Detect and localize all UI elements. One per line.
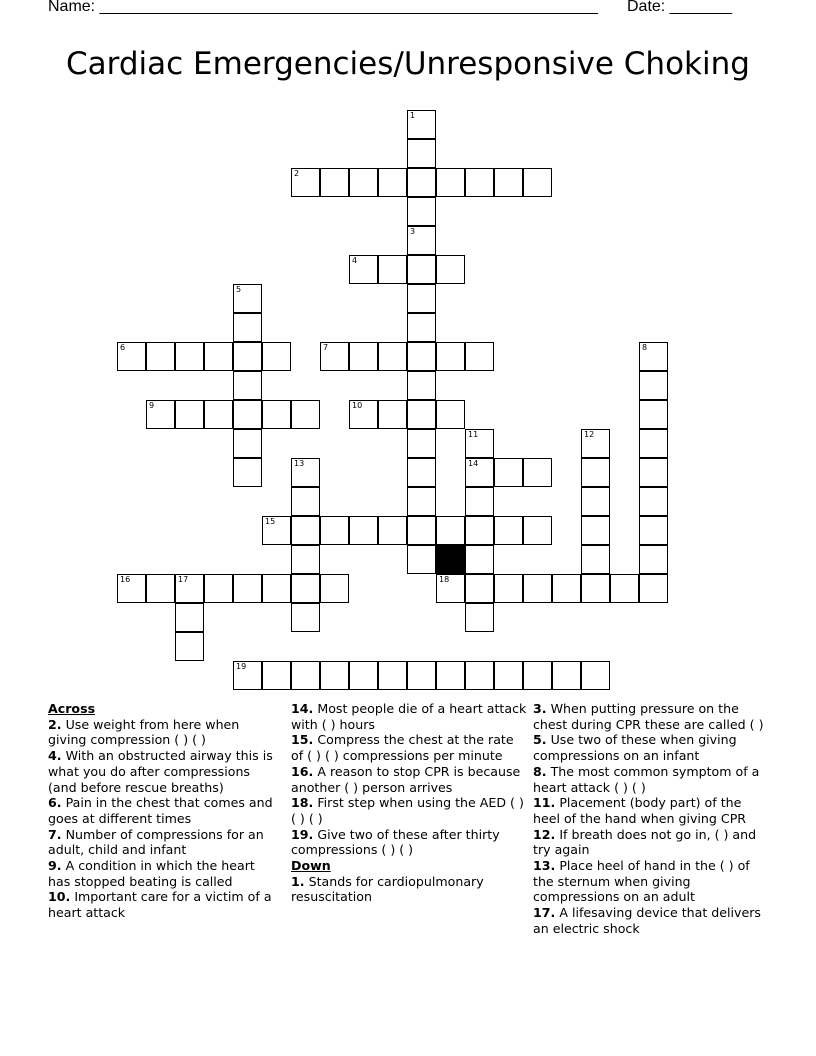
grid-cell[interactable] bbox=[639, 400, 668, 429]
grid-cell[interactable] bbox=[639, 458, 668, 487]
clue-number: 1. bbox=[291, 873, 305, 889]
clue-text: The most common symptom of a heart attack ( ) ( ) bbox=[533, 763, 760, 795]
clue-number-label: 10 bbox=[352, 401, 363, 410]
grid-cell[interactable] bbox=[320, 574, 349, 603]
clues-column-3 bbox=[533, 701, 765, 937]
clue-number: 8. bbox=[533, 763, 547, 779]
grid-cell[interactable] bbox=[233, 342, 262, 371]
grid-cell[interactable] bbox=[494, 661, 523, 690]
across-clue-list-1 bbox=[48, 717, 280, 921]
grid-cell[interactable] bbox=[465, 545, 494, 574]
clue-number-label: 14 bbox=[468, 459, 479, 468]
clue-number-label: 13 bbox=[294, 459, 305, 468]
clue-text: Most people die of a heart attack with ( ) hours bbox=[291, 701, 527, 732]
grid-cell[interactable] bbox=[233, 429, 262, 458]
clue-text: Stands for cardiopulmonary resuscitation bbox=[291, 873, 484, 905]
clue-number: 16. bbox=[291, 763, 314, 779]
grid-cell[interactable] bbox=[639, 574, 668, 603]
grid-cell[interactable] bbox=[407, 139, 436, 168]
clue-text: Number of compressions for an adult, child and infant bbox=[48, 826, 264, 858]
clue-number: 7. bbox=[48, 826, 62, 842]
grid-cell[interactable] bbox=[146, 574, 175, 603]
clue-text: When putting pressure on the chest during CPR these are called ( ) bbox=[533, 701, 764, 732]
name-field-label: Name: ________________________________________________________ bbox=[48, 0, 598, 15]
clue-item bbox=[48, 889, 280, 920]
grid-cell[interactable] bbox=[378, 255, 407, 284]
grid-cell[interactable] bbox=[320, 661, 349, 690]
grid-cell[interactable] bbox=[233, 371, 262, 400]
grid-cell[interactable] bbox=[291, 603, 320, 632]
clue-item bbox=[48, 795, 280, 826]
grid-cell[interactable] bbox=[233, 458, 262, 487]
grid-cell[interactable] bbox=[407, 429, 436, 458]
grid-cell[interactable] bbox=[175, 632, 204, 661]
grid-cell[interactable] bbox=[349, 168, 378, 197]
grid-cell[interactable] bbox=[407, 255, 436, 284]
clue-text: Give two of these after thirty compressions ( ) ( ) bbox=[291, 826, 500, 858]
clue-item bbox=[48, 717, 280, 748]
clue-item bbox=[533, 905, 765, 936]
grid-cell[interactable] bbox=[436, 400, 465, 429]
clue-text: Place heel of hand in the ( ) of the sternum when giving compressions on an adult bbox=[533, 858, 750, 905]
grid-cell[interactable] bbox=[523, 661, 552, 690]
clue-number: 5. bbox=[533, 732, 547, 748]
clue-item bbox=[291, 795, 527, 826]
grid-cell[interactable] bbox=[407, 545, 436, 574]
clue-text: Use two of these when giving compressions on an infant bbox=[533, 732, 737, 764]
clue-number: 17. bbox=[533, 905, 556, 921]
clue-number-label: 12 bbox=[584, 430, 595, 439]
across-heading: Across bbox=[48, 701, 96, 716]
clue-item bbox=[533, 858, 765, 905]
grid-cell[interactable] bbox=[233, 400, 262, 429]
grid-cell[interactable] bbox=[204, 342, 233, 371]
clue-number-label: 3 bbox=[410, 227, 416, 236]
clue-item bbox=[533, 701, 765, 732]
grid-cell[interactable] bbox=[320, 168, 349, 197]
grid-cell[interactable] bbox=[494, 168, 523, 197]
grid-cell[interactable] bbox=[581, 458, 610, 487]
grid-cell[interactable] bbox=[407, 342, 436, 371]
grid-cell[interactable] bbox=[407, 487, 436, 516]
grid-cell[interactable] bbox=[523, 168, 552, 197]
grid-cell[interactable] bbox=[581, 661, 610, 690]
grid-cell[interactable] bbox=[494, 574, 523, 603]
clue-item bbox=[48, 827, 280, 858]
grid-cell[interactable] bbox=[465, 516, 494, 545]
down-clue-list-1 bbox=[291, 874, 527, 905]
grid-cell[interactable] bbox=[291, 545, 320, 574]
grid-cell[interactable] bbox=[436, 342, 465, 371]
clue-item bbox=[48, 748, 280, 795]
clue-item bbox=[533, 795, 765, 826]
grid-cell[interactable] bbox=[291, 487, 320, 516]
down-clue-list-2 bbox=[533, 701, 765, 937]
grid-cell[interactable] bbox=[291, 661, 320, 690]
grid-cell[interactable] bbox=[233, 313, 262, 342]
clue-item bbox=[291, 732, 527, 763]
grid-cell[interactable] bbox=[378, 661, 407, 690]
clue-number-label: 11 bbox=[468, 430, 479, 439]
clue-number-label: 2 bbox=[294, 169, 300, 178]
grid-cell[interactable] bbox=[581, 574, 610, 603]
clue-number-label: 9 bbox=[149, 401, 155, 410]
grid-cell[interactable] bbox=[523, 516, 552, 545]
grid-cell[interactable] bbox=[523, 458, 552, 487]
clue-text: A reason to stop CPR is because another ( ) person arrives bbox=[291, 763, 521, 795]
clue-item bbox=[533, 732, 765, 763]
grid-cell[interactable] bbox=[175, 603, 204, 632]
grid-cell[interactable] bbox=[204, 400, 233, 429]
clue-number: 2. bbox=[48, 716, 62, 732]
grid-cell[interactable] bbox=[436, 516, 465, 545]
clue-number-label: 5 bbox=[236, 285, 242, 294]
grid-cell[interactable] bbox=[407, 197, 436, 226]
grid-cell[interactable] bbox=[407, 516, 436, 545]
grid-cell[interactable] bbox=[407, 313, 436, 342]
clue-text: Placement (body part) of the heel of the hand when giving CPR bbox=[533, 795, 747, 826]
grid-cell[interactable] bbox=[378, 400, 407, 429]
clue-text: Pain in the chest that comes and goes at different times bbox=[48, 795, 273, 826]
grid-cell[interactable] bbox=[233, 574, 262, 603]
clue-number: 18. bbox=[291, 795, 314, 811]
clue-number: 19. bbox=[291, 826, 314, 842]
clue-number: 11. bbox=[533, 795, 556, 811]
clue-number: 10. bbox=[48, 889, 71, 905]
grid-cell[interactable] bbox=[407, 400, 436, 429]
grid-cell[interactable] bbox=[349, 516, 378, 545]
grid-cell[interactable] bbox=[639, 545, 668, 574]
clue-item bbox=[533, 827, 765, 858]
grid-cell[interactable] bbox=[262, 574, 291, 603]
clue-number: 13. bbox=[533, 858, 556, 874]
clue-number: 14. bbox=[291, 701, 314, 716]
clue-text: A condition in which the heart has stopped beating is called bbox=[48, 858, 255, 889]
grid-cell[interactable] bbox=[204, 574, 233, 603]
grid-cell[interactable] bbox=[262, 661, 291, 690]
grid-cell[interactable] bbox=[407, 168, 436, 197]
clue-number: 6. bbox=[48, 795, 62, 811]
grid-cell[interactable] bbox=[320, 516, 349, 545]
grid-cell[interactable] bbox=[465, 487, 494, 516]
grid-cell[interactable] bbox=[407, 284, 436, 313]
clue-item bbox=[533, 764, 765, 795]
grid-cell[interactable] bbox=[552, 574, 581, 603]
grid-cell[interactable] bbox=[523, 574, 552, 603]
clue-number-label: 15 bbox=[265, 517, 276, 526]
clues-column-2 bbox=[291, 701, 527, 905]
grid-cell[interactable] bbox=[175, 400, 204, 429]
grid-cell[interactable] bbox=[610, 574, 639, 603]
grid-cell[interactable] bbox=[146, 342, 175, 371]
clue-text: Important care for a victim of a heart attack bbox=[48, 889, 272, 921]
grid-cell[interactable] bbox=[639, 516, 668, 545]
clue-number-label: 7 bbox=[323, 343, 329, 352]
grid-cell[interactable] bbox=[494, 516, 523, 545]
grid-cell[interactable] bbox=[262, 400, 291, 429]
clues-column-1 bbox=[48, 701, 280, 921]
clue-number: 9. bbox=[48, 858, 62, 874]
clue-number-label: 19 bbox=[236, 662, 247, 671]
grid-cell[interactable] bbox=[639, 487, 668, 516]
grid-cell[interactable] bbox=[465, 168, 494, 197]
grid-cell[interactable] bbox=[436, 661, 465, 690]
clue-number: 3. bbox=[533, 701, 547, 716]
page-title: Cardiac Emergencies/Unresponsive Choking bbox=[66, 46, 750, 82]
clue-item bbox=[291, 701, 527, 732]
clue-text: Compress the chest at the rate of ( ) ( ) compressions per minute bbox=[291, 732, 514, 764]
grid-cell[interactable] bbox=[436, 168, 465, 197]
grid-cell[interactable] bbox=[465, 603, 494, 632]
clue-text: With an obstructed airway this is what you do after compressions (and before rescue breaths) bbox=[48, 748, 273, 795]
clue-item bbox=[291, 827, 527, 858]
clue-number: 4. bbox=[48, 748, 62, 764]
grid-cell[interactable] bbox=[378, 342, 407, 371]
across-clue-list-2 bbox=[291, 701, 527, 858]
grid-cell[interactable] bbox=[407, 661, 436, 690]
clue-number: 15. bbox=[291, 732, 314, 748]
grid-cell[interactable] bbox=[291, 574, 320, 603]
clue-number-label: 17 bbox=[178, 575, 189, 584]
grid-cell[interactable] bbox=[494, 458, 523, 487]
grid-cell[interactable] bbox=[349, 342, 378, 371]
grid-cell[interactable] bbox=[407, 458, 436, 487]
clue-number-label: 8 bbox=[642, 343, 648, 352]
grid-cell[interactable] bbox=[552, 661, 581, 690]
date-field-label: Date: _______ bbox=[627, 0, 732, 15]
black-cell bbox=[436, 545, 465, 574]
grid-cell[interactable] bbox=[465, 574, 494, 603]
grid-cell[interactable] bbox=[378, 516, 407, 545]
clue-number-label: 6 bbox=[120, 343, 126, 352]
grid-cell[interactable] bbox=[465, 342, 494, 371]
grid-cell[interactable] bbox=[407, 371, 436, 400]
clue-item bbox=[48, 858, 280, 889]
clue-text: Use weight from here when giving compression ( ) ( ) bbox=[48, 716, 240, 748]
clue-number-label: 4 bbox=[352, 256, 358, 265]
clue-number-label: 16 bbox=[120, 575, 131, 584]
clue-number-label: 1 bbox=[410, 111, 416, 120]
clue-text: First step when using the AED ( ) ( ) ( ) bbox=[291, 795, 524, 826]
grid-cell[interactable] bbox=[581, 545, 610, 574]
grid-cell[interactable] bbox=[378, 168, 407, 197]
clue-text: A lifesaving device that delivers an electric shock bbox=[533, 905, 761, 936]
grid-cell[interactable] bbox=[349, 661, 378, 690]
grid-cell[interactable] bbox=[175, 342, 204, 371]
grid-cell[interactable] bbox=[436, 255, 465, 284]
grid-cell[interactable] bbox=[291, 516, 320, 545]
clue-number-label: 18 bbox=[439, 575, 450, 584]
down-heading: Down bbox=[291, 858, 331, 874]
clue-number: 12. bbox=[533, 826, 556, 842]
clue-item bbox=[291, 764, 527, 795]
grid-cell[interactable] bbox=[639, 371, 668, 400]
clue-item bbox=[291, 874, 527, 905]
clue-text: If breath does not go in, ( ) and try again bbox=[533, 826, 757, 858]
grid-cell[interactable] bbox=[465, 661, 494, 690]
grid-cell[interactable] bbox=[581, 516, 610, 545]
grid-cell[interactable] bbox=[262, 342, 291, 371]
grid-cell[interactable] bbox=[639, 429, 668, 458]
grid-cell[interactable] bbox=[291, 400, 320, 429]
grid-cell[interactable] bbox=[581, 487, 610, 516]
